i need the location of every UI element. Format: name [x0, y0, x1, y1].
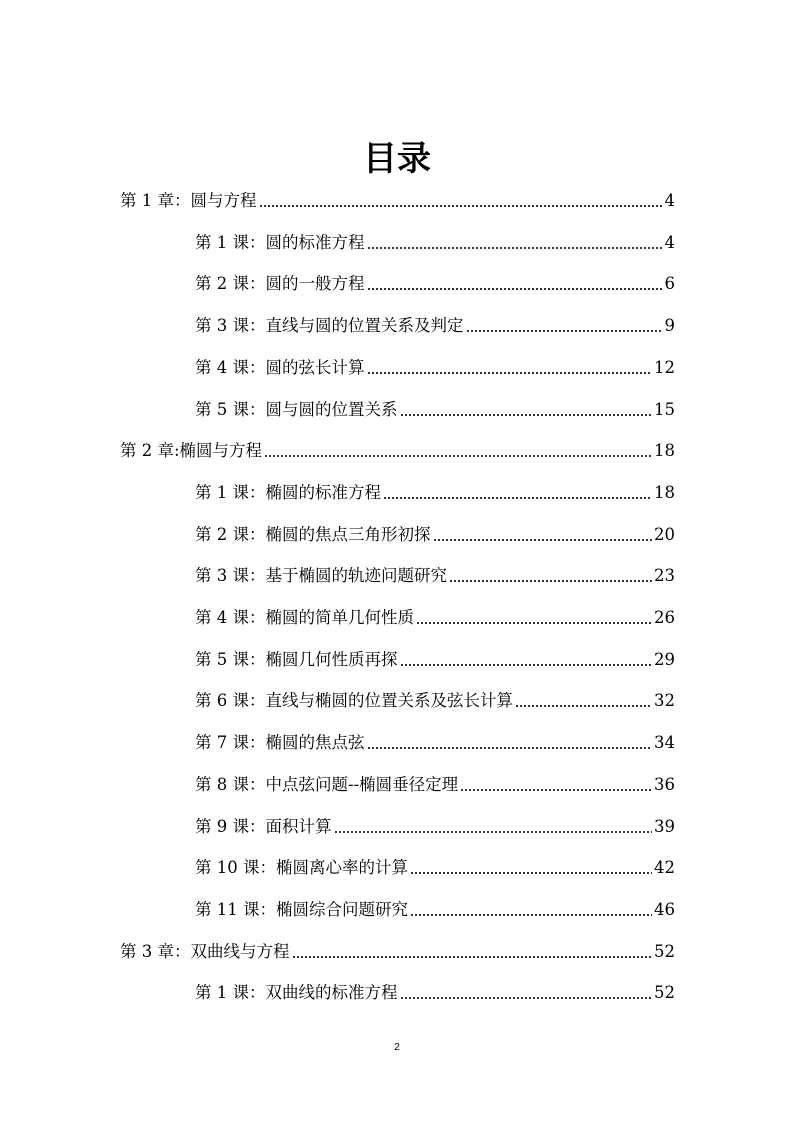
toc-dot-leader [367, 372, 653, 374]
toc-entry-page: 29 [654, 649, 675, 669]
toc-entry-label: 第 7 课：椭圆的焦点弦 [195, 733, 365, 753]
toc-lesson-entry[interactable] [195, 473, 675, 513]
toc-entry-page: 34 [654, 733, 675, 753]
page-number: 2 [394, 1042, 400, 1053]
toc-lesson-entry[interactable] [195, 973, 675, 1013]
toc-dot-leader [410, 914, 652, 916]
toc-entry-label: 第 1 课：圆的标准方程 [195, 232, 365, 252]
toc-lesson-entry[interactable] [195, 306, 675, 346]
toc-dot-leader [367, 747, 653, 749]
toc-entry-page: 36 [654, 774, 675, 794]
toc-entry-page: 32 [654, 691, 675, 711]
toc-lesson-entry[interactable] [195, 223, 675, 263]
toc-dot-leader [416, 622, 652, 624]
toc-lesson-entry[interactable] [195, 556, 675, 596]
toc-lesson-entry[interactable] [195, 848, 675, 888]
toc-lesson-entry[interactable] [195, 515, 675, 555]
toc-dot-leader [400, 414, 653, 416]
toc-entry-page: 52 [654, 983, 675, 1003]
toc-entry-label: 第 1 课：椭圆的标准方程 [195, 482, 381, 502]
toc-entry-page: 18 [654, 441, 675, 461]
toc-entry-label: 第 3 课：直线与圆的位置关系及判定 [195, 316, 464, 336]
toc-lesson-entry[interactable] [195, 390, 675, 430]
toc-entry-page: 23 [654, 566, 675, 586]
toc-lesson-entry[interactable] [195, 807, 675, 847]
toc-dot-leader [515, 705, 652, 707]
toc-entry-page: 6 [664, 274, 675, 294]
toc-entry-page: 15 [654, 399, 675, 419]
toc-entry-label: 第 2 章:椭圆与方程 [120, 441, 263, 461]
toc-entry-page: 39 [654, 816, 675, 836]
toc-dot-leader [466, 330, 663, 332]
toc-entry-page: 42 [654, 858, 675, 878]
toc-entry-page: 26 [654, 608, 675, 627]
toc-dot-leader [400, 997, 653, 999]
toc-entry-label: 第 4 课：椭圆的简单几何性质 [195, 608, 414, 627]
toc-entry-label: 第 5 课：椭圆几何性质再探 [195, 649, 398, 669]
toc-entry-label: 第 4 课：圆的弦长计算 [195, 357, 365, 377]
toc-lesson-entry[interactable] [195, 348, 675, 388]
toc-dot-leader [383, 497, 652, 499]
toc-lesson-entry[interactable] [195, 765, 675, 805]
toc-entry-page: 4 [664, 232, 675, 252]
toc-entry-label: 第 10 课：椭圆离心率的计算 [195, 858, 408, 878]
toc-dot-leader [367, 288, 663, 290]
toc-lesson-entry[interactable] [195, 890, 675, 930]
toc-entry-label: 第 11 课：椭圆综合问题研究 [195, 899, 408, 919]
toc-lesson-entry[interactable] [195, 640, 675, 680]
toc-title: 目录 [363, 139, 431, 179]
toc-dot-leader [259, 205, 663, 207]
toc-entry-label: 第 1 章：圆与方程 [120, 191, 257, 210]
toc-entry-label: 第 9 课：面积计算 [195, 816, 332, 836]
toc-dot-leader [292, 956, 653, 958]
toc-entry-page: 12 [654, 357, 675, 377]
toc-dot-leader [367, 247, 663, 249]
toc-entry-label: 第 2 课：圆的一般方程 [195, 274, 365, 294]
toc-entry-label: 第 1 课：双曲线的标准方程 [195, 983, 398, 1003]
toc-lesson-entry[interactable] [195, 723, 675, 763]
toc-lesson-entry[interactable] [195, 598, 675, 638]
toc-dot-leader [410, 872, 652, 874]
toc-entry-page: 18 [654, 482, 675, 502]
toc-dot-leader [400, 664, 653, 666]
toc-dot-leader [449, 580, 652, 582]
toc-chapter-entry[interactable] [120, 431, 675, 471]
toc-entry-label: 第 5 课：圆与圆的位置关系 [195, 399, 398, 419]
toc-entry-label: 第 3 章：双曲线与方程 [120, 941, 290, 961]
toc-dot-leader [334, 831, 653, 833]
toc-entry-page: 20 [654, 524, 675, 544]
toc-entry-page: 4 [664, 191, 675, 210]
toc-lesson-entry[interactable] [195, 681, 675, 721]
toc-dot-leader [460, 789, 652, 791]
toc-lesson-entry[interactable] [195, 264, 675, 304]
toc-entry-label: 第 2 课：椭圆的焦点三角形初探 [195, 524, 431, 544]
toc-entry-label: 第 6 课：直线与椭圆的位置关系及弦长计算 [195, 691, 513, 711]
toc-entry-page: 9 [664, 316, 675, 336]
toc-entry-label: 第 3 课：基于椭圆的轨迹问题研究 [195, 566, 447, 586]
toc-entry-label: 第 8 课：中点弦问题--椭圆垂径定理 [195, 774, 459, 794]
toc-dot-leader [264, 455, 652, 457]
toc-entry-page: 46 [654, 899, 675, 919]
toc-chapter-entry[interactable] [120, 932, 675, 972]
toc-chapter-entry[interactable] [120, 181, 675, 221]
toc-dot-leader [433, 539, 653, 541]
toc-entry-page: 52 [654, 941, 675, 961]
